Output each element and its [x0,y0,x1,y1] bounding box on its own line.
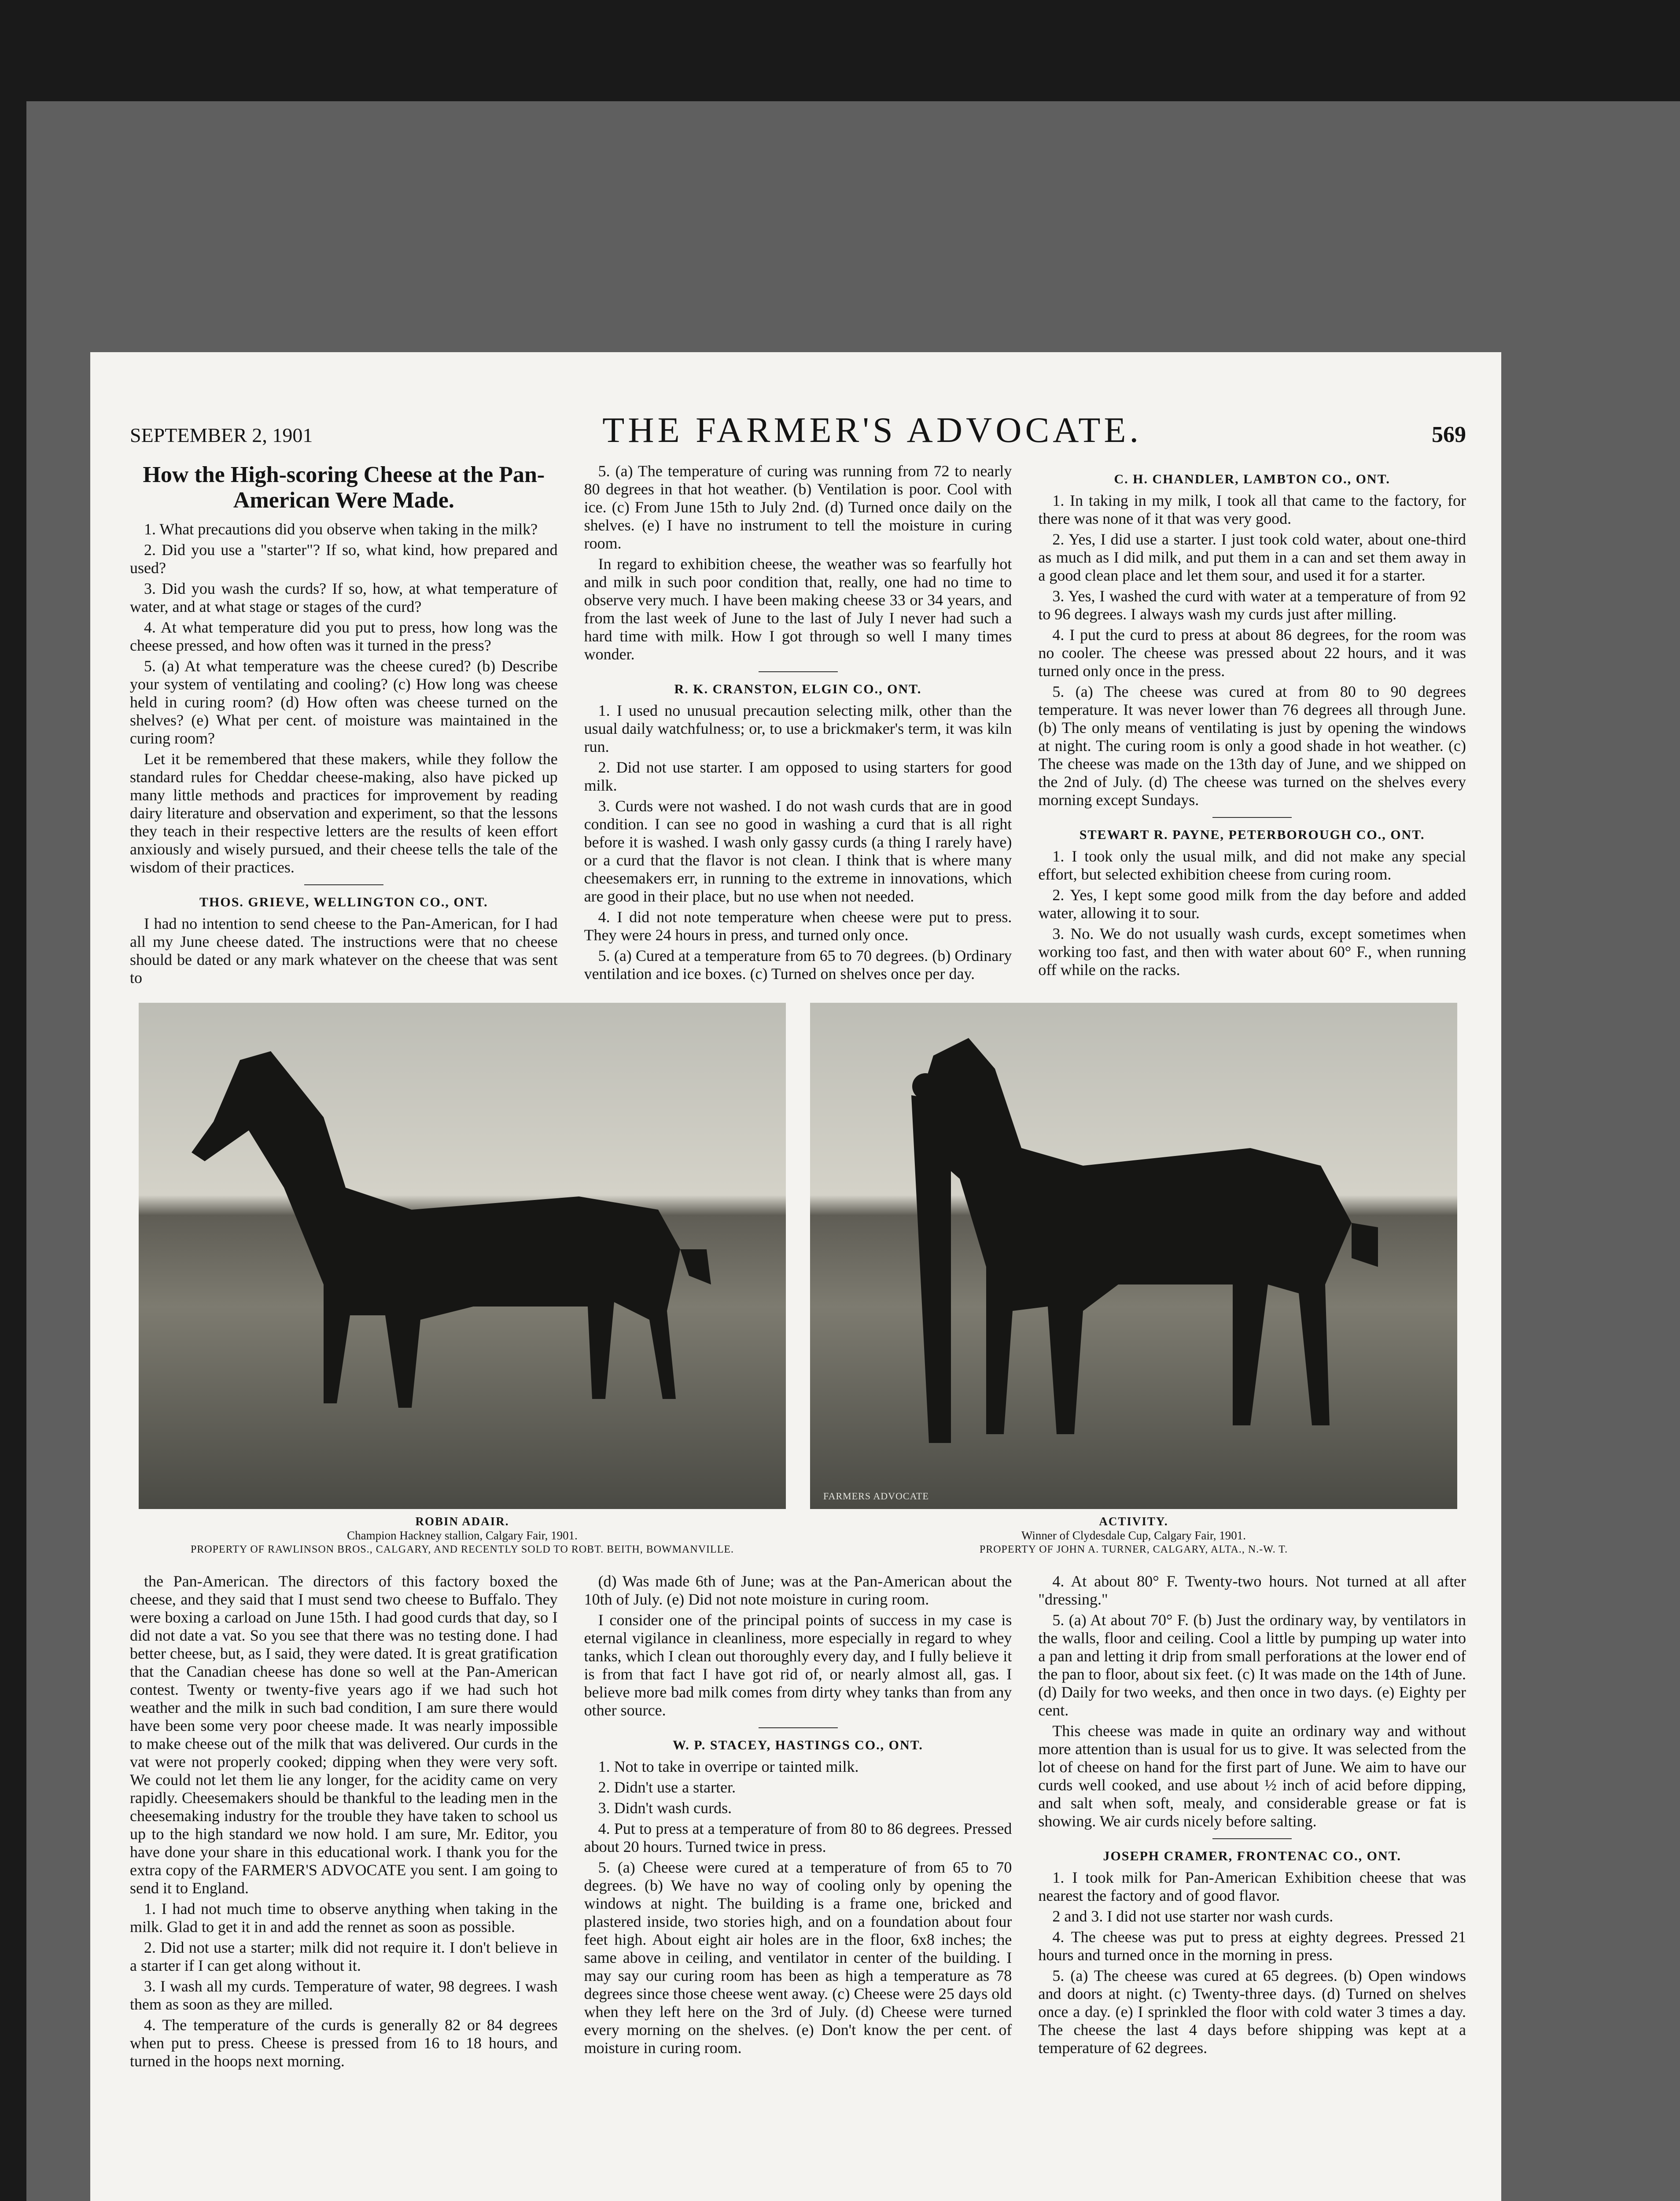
hackney-stallion-photo [139,1003,786,1509]
paragraph: 2. Yes, I kept some good milk from the day before and added water, allowing it to sour. [1038,886,1466,922]
paragraph: In regard to exhibition cheese, the weather was so fearfully hot and milk in such poor condition that, really, one had no time to observe very much. I have been making cheese 33 or 34 years, and from the last week of June to the last of July I never had such a hard time with milk. How I got through so well I many times wonder. [584,555,1012,663]
section-heading: W. P. STACEY, HASTINGS CO., ONT. [673,1738,923,1752]
paragraph-list [130,915,558,987]
bottom-column-1 [130,1572,558,2073]
paragraph-list [584,702,1012,983]
paragraph: 2. Didn't use a starter. [598,1778,736,1796]
paragraph: 1. I had not much time to observe anything when taking in the milk. Glad to get it in and add the rennet as soon as possible. [130,1900,558,1936]
paragraph: I consider one of the principal points of success in my case is eternal vigilance in cleanliness, more especially in regard to whey tanks, which I clean out thoroughly every day, and I fully believe it is from that fact I have got rid of, or nearly almost all, gas. I believe more bad milk comes from dirty whey tanks than from any other source. [584,1611,1012,1719]
page-number: 569 [1431,422,1466,447]
paragraph: 5. (a) The cheese was cured at from 80 to 90 degrees temperature. It was never lower than 76 degrees all through June. (b) The only means of ventilating is just by opening the windows at night. The curing room is only a good shade in hot weather. (c) The cheese was made on the 13th day of June, and we shipped on the 2nd of July. (d) The cheese was turned on the shelves every morning except Sundays. [1038,683,1466,809]
plate-activity [810,1003,1457,1562]
paragraph: 3. Yes, I washed the curd with water at a temperature of from 92 to 96 degrees. I always wash my curds just after milling. [1038,587,1466,623]
plate-property-line: PROPERTY OF RAWLINSON BROS., CALGARY, AND RECENTLY SOLD TO ROBT. BEITH, BOWMANVILLE. [190,1544,734,1555]
paragraph-list [584,462,1012,663]
plate-title: ROBIN ADAIR. [415,1515,509,1528]
paragraph: 5. (a) The temperature of curing was running from 72 to nearly 80 degrees in that hot weather. (b) Ventilation is poor. Cool with ice. (c) From June 15th to July 2nd. (d) Turned once daily on the shelves. (e) I have no instrument to tell the moisture in curing room. [584,462,1012,552]
plate-property-line: PROPERTY OF JOHN A. TURNER, CALGARY, ALTA., N.-W. T. [979,1544,1288,1555]
photo-watermark: FARMERS ADVOCATE [823,1491,929,1502]
paragraph-list [1038,847,1466,979]
paragraph: I had no intention to send cheese to the Pan-American, for I had all my June cheese dated. The instructions were that no cheese should be dated or any mark whatever on the cheese that was sent to [130,915,558,986]
section-heading: STEWART R. PAYNE, PETERBOROUGH CO., ONT. [1079,828,1425,842]
plate-caption [139,1514,786,1557]
paragraph-list [130,520,558,876]
top-columns [130,462,1466,990]
masthead-title: THE FARMER'S ADVOCATE. [602,410,1142,450]
paragraph: 1. In taking in my milk, I took all that came to the factory, for there was none of it that was very good. [1038,492,1466,527]
article-headline: How the High-scoring Cheese at the Pan-American Were Made. [143,462,545,513]
paragraph: 2. Did you use a "starter"? If so, what kind, how prepared and used? [130,541,558,577]
plate-caption [810,1514,1457,1557]
paragraph-list [584,1572,1012,1719]
plate-description: Champion Hackney stallion, Calgary Fair, 1901. [347,1529,578,1542]
paragraph-list [1038,1869,1466,2057]
paragraph: 5. (a) At what temperature was the cheese cured? (b) Describe your system of ventilating and cooling? (c) How long was cheese held in curing room? (d) How often was cheese turned on the shelves? (e) What per cent. of moisture was maintained in the curing room? [130,657,558,747]
paragraph: 4. I put the curd to press at about 86 degrees, for the room was no cooler. The cheese was pressed about 22 hours, and it was turned only once in the press. [1038,626,1466,680]
paragraph: 1. Not to take in overripe or tainted milk. [598,1758,859,1775]
section-heading: THOS. GRIEVE, WELLINGTON CO., ONT. [199,895,488,909]
paragraph: Let it be remembered that these makers, while they follow the standard rules for Cheddar cheese-making, also have picked up many little methods and practices for improvement by reading dairy literature and observation and experiment, so that the lessons they teach in their respective letters are the results of keen effort anxiously and wisely pursued, and their cheese tells the tale of the wisdom of their practices. [130,750,558,876]
paragraph: 4. At what temperature did you put to press, how long was the cheese pressed, and how often was it turned in the press? [130,618,558,654]
paragraph: 3. Curds were not washed. I do not wash curds that are in good condition. I can see no good in washing a curd that is all right before it is washed. I wash only gassy curds (a thing I rarely have) or a curd that the flavor is not clean. I think that is where many cheesemakers err, in running to the extreme in innovations, which are good in their place, but no use when not needed. [584,797,1012,905]
plate-robin-adair [139,1003,786,1562]
paragraph: 2 and 3. I did not use starter nor wash curds. [1052,1907,1334,1925]
paragraph: 3. I wash all my curds. Temperature of water, 98 degrees. I wash them as soon as they are milled. [130,1977,558,2013]
paragraph: 3. Did you wash the curds? If so, how, at what temperature of water, and at what stage or stages of the curd? [130,580,558,615]
issue-date: SEPTEMBER 2, 1901 [130,424,313,446]
paragraph: the Pan-American. The directors of this factory boxed the cheese, and they said that I must send two cheese to Buffalo. They were boxing a carload on June 15th. I had good curds that day, so I did not date a vat. So you see that there was no testing done. I had better cheese, but, as I said, they were dated. It is great gratification that the Canadian cheese has done so well at the Pan-American contest. Twenty or twenty-five years ago if we had such hot weather and the milk in such bad condition, I am sure there would have been some very poor cheese made. It was nearly impossible to make cheese out of the milk that was delivered. Our curds in the vat were not properly cooked; dipping when they were very soft. We could not let them lie any longer, for the acidity came on very rapidly. Cheesemakers should be thankful to the leading men in the cheesemaking industry for the trouble they have taken to school us up to the high standard we now hold. I am sure, Mr. Editor, you have done your share in this educational work. I thank you for the extra copy of the FARMER'S ADVOCATE you sent. I am going to send it to England. [130,1572,558,1897]
paragraph: (d) Was made 6th of June; was at the Pan-American about the 10th of July. (e) Did not note moisture in curing room. [584,1572,1012,1608]
paragraph-list [1038,492,1466,809]
paragraph: 5. (a) Cheese were cured at a temperature of from 65 to 70 degrees. (b) We have no way of cooling only by opening the windows at night. The building is a frame one, bricked and plastered inside, two stories high, and on a foundation about four feet high. About eight air holes are in the floor, 6x8 inches; the same above in ceiling, and ventilator in center of the building. I may say our curing room has been as high a temperature as 78 degrees since those cheese went away. (c) Cheese were 25 days old when they left here on the 3rd of July. (d) Cheese were turned every morning on the shelves. (e) Don't know the per cent. of moisture in curing room. [584,1859,1012,2057]
paragraph: 3. No. We do not usually wash curds, except sometimes when working too fast, and then with water about 60° F., when running off while on the racks. [1038,925,1466,979]
paragraph: 5. (a) At about 70° F. (b) Just the ordinary way, by ventilators in the walls, floor and ceiling. Cool a little by pumping up water into a pan and letting it drip from small perforations at the lower end of the pan to floor, about six feet. (c) It was made on the 14th of June. (d) Daily for two weeks, and then once in two days. (e) Eighty per cent. [1038,1611,1466,1719]
paragraph: 4. The cheese was put to press at eighty degrees. Pressed 21 hours and turned once in the morning in press. [1038,1928,1466,1964]
page-header [130,409,1466,462]
bottom-column-2 [584,1572,1012,2073]
section-heading: C. H. CHANDLER, LAMBTON CO., ONT. [1114,472,1390,486]
photo-plates [139,1003,1457,1562]
paragraph: 3. Didn't wash curds. [598,1799,732,1817]
section-rule [759,671,838,672]
paragraph: 1. What precautions did you observe when taking in the milk? [144,520,538,538]
horse-silhouette-icon [139,1003,786,1509]
clydesdale-photo [810,1003,1457,1509]
paragraph-list [130,1572,558,2070]
paragraph: 1. I used no unusual precaution selecting milk, other than the usual daily watchfulness; or, to use a brickmaker's term, it was kiln run. [584,702,1012,755]
paragraph: This cheese was made in quite an ordinary way and without more attention than is usual for us to give. It was selected from the lot of cheese on hand for the first part of June. We aim to have our curds well cooked, and use about ½ inch of acid before dipping, and salt when soft, mealy, and considerable grease or fat is showing. We air curds nicely before salting. [1038,1722,1466,1830]
bottom-columns [130,1572,1466,2073]
newspaper-page [90,352,1501,2201]
plate-description: Winner of Clydesdale Cup, Calgary Fair, 1901. [1021,1529,1246,1542]
horse-with-handler-icon [810,1003,1457,1509]
paragraph: 2. Yes, I did use a starter. I just took cold water, about one-third as much as I did milk, and put them in a can and set them away in a good clean place and let them sour, and used it for a starter. [1038,530,1466,584]
paragraph: 2. Did not use starter. I am opposed to using starters for good milk. [584,758,1012,794]
section-heading: JOSEPH CRAMER, FRONTENAC CO., ONT. [1103,1849,1401,1863]
paragraph: 4. The temperature of the curds is generally 82 or 84 degrees when put to press. Cheese is pressed from 16 to 18 hours, and turned in the hoops next morning. [130,2016,558,2070]
section-rule [1212,1838,1292,1839]
plate-title: ACTIVITY. [1099,1515,1168,1528]
paragraph: 5. (a) Cured at a temperature from 65 to 70 degrees. (b) Ordinary ventilation and ice boxes. (c) Turned on shelves once per day. [584,947,1012,983]
bottom-column-3 [1038,1572,1466,2073]
top-column-1 [130,462,558,990]
paragraph: 5. (a) The cheese was cured at 65 degrees. (b) Open windows and doors at night. (c) Twenty-three days. (d) Turned on shelves once a day. (e) I sprinkled the floor with cold water 3 times a day. The cheese the last 4 days before shipping was kept at a temperature of 62 degrees. [1038,1967,1466,2057]
paragraph: 4. At about 80° F. Twenty-two hours. Not turned at all after "dressing." [1038,1572,1466,1608]
section-rule [304,884,383,885]
paragraph: 4. I did not note temperature when cheese were put to press. They were 24 hours in press, and turned only once. [584,908,1012,944]
paragraph: 4. Put to press at a temperature of from 80 to 86 degrees. Pressed about 20 hours. Turned twice in press. [584,1820,1012,1855]
paragraph: 2. Did not use a starter; milk did not require it. I don't believe in a starter if I can get along without it. [130,1939,558,1974]
paragraph: 1. I took only the usual milk, and did not make any special effort, but selected exhibition cheese from curing room. [1038,847,1466,883]
top-column-3 [1038,462,1466,990]
paragraph: 1. I took milk for Pan-American Exhibition cheese that was nearest the factory and of good flavor. [1038,1869,1466,1904]
section-heading: R. K. CRANSTON, ELGIN CO., ONT. [674,682,922,696]
section-rule [759,1727,838,1728]
section-rule [1212,817,1292,818]
paragraph-list [1038,1572,1466,1830]
top-column-2 [584,462,1012,990]
paragraph-list [584,1758,1012,2057]
